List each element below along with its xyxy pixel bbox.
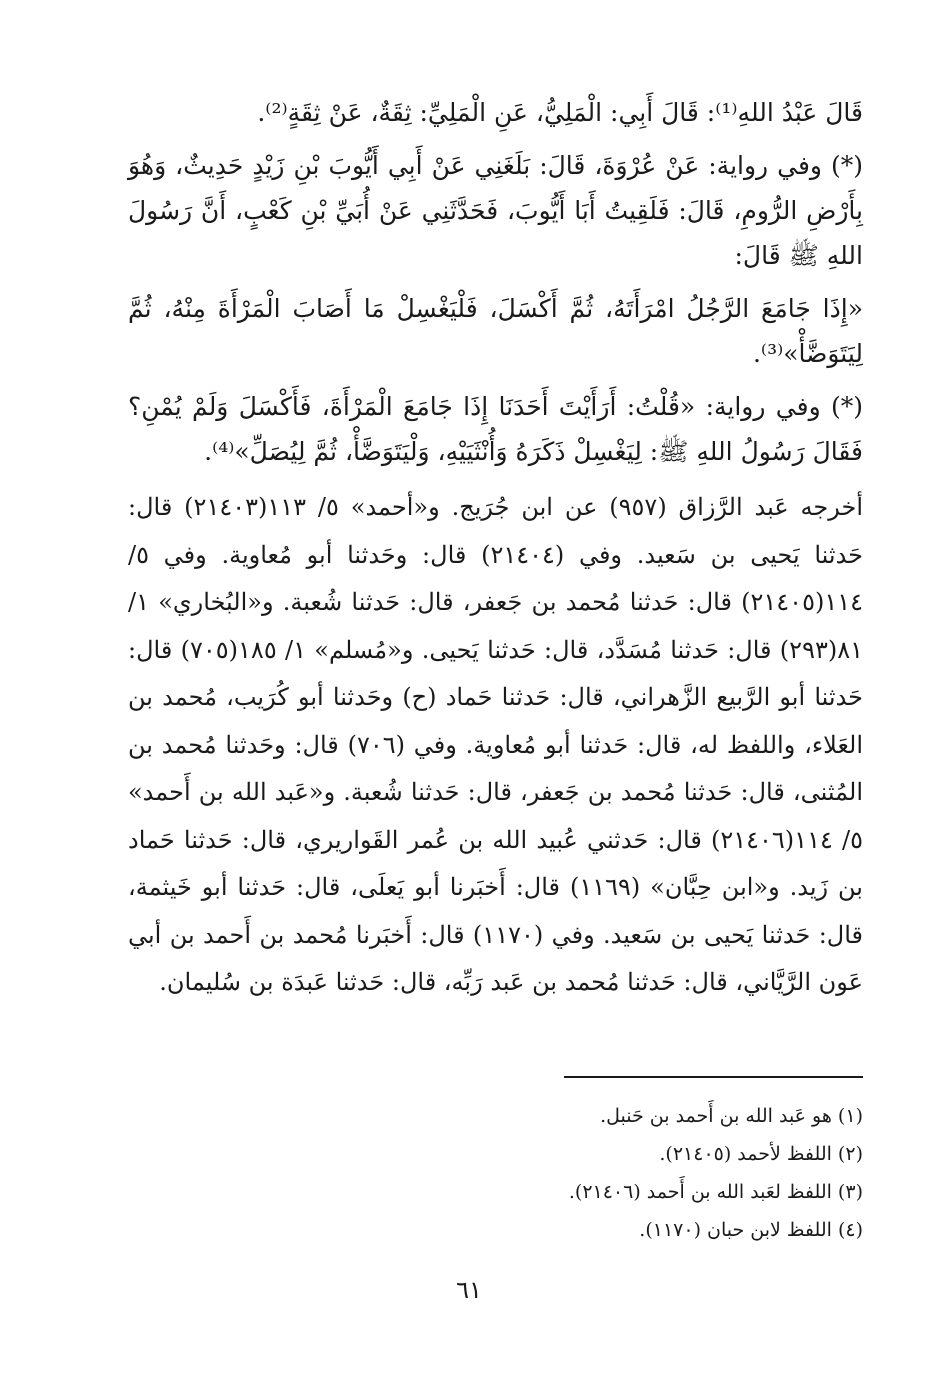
takhrij-paragraph: أخرجه عَبد الرَّزاق (٩٥٧) عن ابن جُرَيج. و«أحمد» ٥/ ١١٣(٢١٤٠٣) قال: حَدثنا يَحيى بن سَعيد. وفي (٢١٤٠٤) قال: وحَدثنا أبو مُعاوية. وفي ٥/ ١١٤(٢١٤٠٥) قال: حَدثنا مُحمد بن جَعفر، قال: حَدثنا شُعبة. و«البُخاري» ١/ ٨١(٢٩٣) قال: حَدثنا مُسَدَّد، قال: حَدثنا يَحيى. و«مُسلم» ١/ ١٨٥(٧٠٥) قال: حَدثنا أبو الرَّبيع الزَّهراني، قال: حَدثنا حَماد (ح) وحَدثنا أبو كُرَيب، مُحمد بن العَلاء، واللفظ له، قال: حَدثنا أبو مُعاوية. وفي (٧٠٦) قال: وحَدثنا مُحمد بن المُثنى، قال: حَدثنا مُحمد بن جَعفر، قال: حَدثنا شُعبة. و«عَبد الله بن أَحمد» ٥/ ١١٤(٢١٤٠٦) قال: حَدثني عُبيد الله بن عُمر القَواريري، قال: حَدثنا حَماد بن زَيد. و«ابن حِبَّان» (١١٦٩) قال: أَخبَرنا أبو يَعلَى، قال: حَدثنا أبو خَيثمة، قال: حَدثنا يَحيى بن سَعيد. وفي (١١٧٠) قال: أَخبَرنا مُحمد بن أَحمد بن أبي عَون الرَّيَّاني، قال: حَدثنا مُحمد بن عَبد رَبِّه، قال: حَدثنا عَبدَة بن سُليمان. xyxy=(128,493,864,996)
page-body xyxy=(128,90,863,1007)
hadith-paragraph-4: (*) وفي رواية: «قُلْتُ: أَرَأَيْتَ أَحَدَنَا إِذَا جَامَعَ الْمَرْأَةَ، فَأَكْسَلَ وَلَمْ يُمْنِ؟ فَقَالَ رَسُولُ اللهِ ﷺ: لِيَغْسِلْ ذَكَرَهُ وَأُنْثَيَيْهِ، وَلْيَتَوَضَّأْ، ثُمَّ لِيُصَلِّ»⁽⁴⁾. xyxy=(128,392,863,466)
page-number: ٦١ xyxy=(456,1276,482,1304)
footnotes xyxy=(320,1097,863,1249)
footnote-1: (١) هو عَبد الله بن أَحمد بن حَنبل. xyxy=(600,1105,863,1127)
footnote-divider xyxy=(564,1076,863,1078)
hadith-paragraph-2: (*) وفي رواية: عَنْ عُرْوَةَ، قَالَ: بَلَغَنِي عَنْ أَبِي أَيُّوبَ بْنِ زَيْدٍ حَدِيثٌ، وَهُوَ بِأَرْضِ الرُّومِ، قَالَ: فَلَقِيتُ أَبَا أَيُّوبَ، فَحَدَّثَنِي عَنْ أُبَيِّ بْنِ كَعْبٍ، أَنَّ رَسُولَ اللهِ ﷺ قَالَ: xyxy=(128,151,863,270)
hadith-paragraph-1: قَالَ عَبْدُ اللهِ⁽¹⁾: قَالَ أَبِي: الْمَلِيُّ، عَنِ الْمَلِيِّ: ثِقَةٌ، عَنْ ثِقَةٍ⁽²⁾. xyxy=(257,98,863,127)
hadith-paragraph-3: «إِذَا جَامَعَ الرَّجُلُ امْرَأَتَهُ، ثُمَّ أَكْسَلَ، فَلْيَغْسِلْ مَا أَصَابَ الْمَرْأَةَ مِنْهُ، ثُمَّ لِيَتَوَضَّأْ»⁽³⁾. xyxy=(128,294,863,368)
footnote-3: (٣) اللفظ لعَبد الله بن أَحمد (٢١٤٠٦). xyxy=(568,1181,863,1203)
footnote-4: (٤) اللفظ لابن حبان (١١٧٠). xyxy=(639,1219,863,1241)
footnote-2: (٢) اللفظ لأحمد (٢١٤٠٥). xyxy=(659,1143,863,1165)
